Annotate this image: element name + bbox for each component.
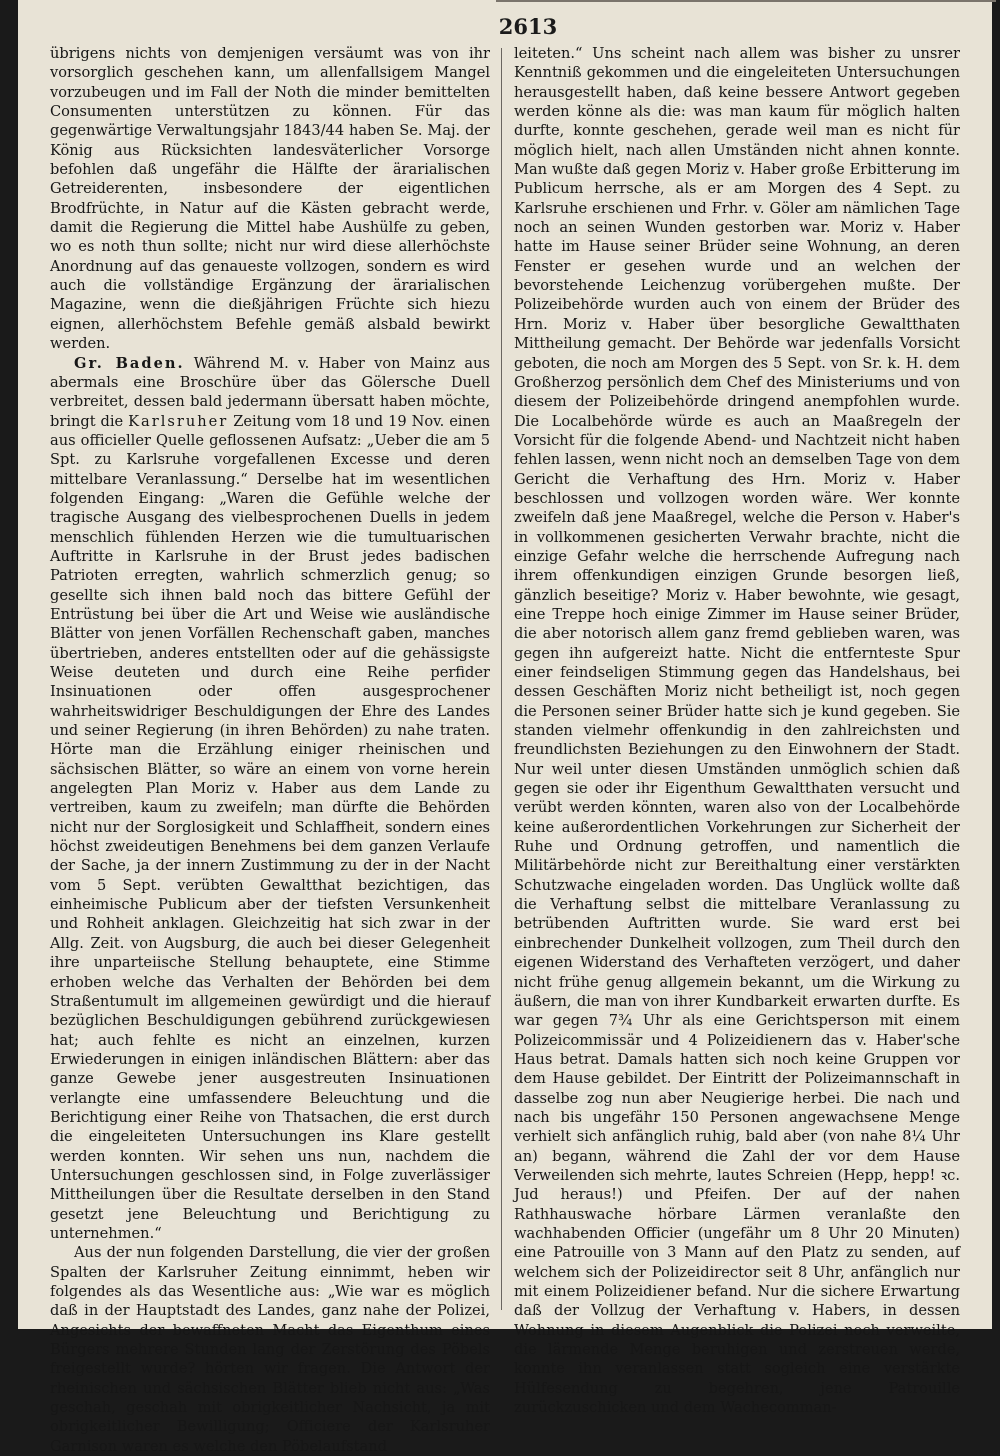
newspaper-name-karlsruher: Karlsruher xyxy=(128,412,229,430)
section-heading-baden: Gr. Baden. xyxy=(74,354,185,372)
right-column xyxy=(514,44,960,1417)
paragraph-account: Aus der nun folgenden Darstellung, die vier der großen Spalten der Karlsruher Zeitung einnimmt, heben wir folgendes als das Wesentliche aus: „Wie war es möglich daß in der Hauptstadt des Landes, ganz nahe der Polizei, Angesichts der bewaffneten Macht das Eigenthum eines Bürgers mehrere Stunden lang der Zerstörung des Pöbels freigestellt wurde? hörten wir fragen. Die Antwort der rheinischen und sächsischen Blätter blieb nicht aus: „Was geschah, geschah mit obrigkeitlicher Nachsicht, ja mit obrigkeitlicher Bewilligung; Officiere der Karlsruher Garnison waren es welche den Pöbelaufstand xyxy=(50,1244,490,1455)
paragraph-continuation: leiteten.“ Uns scheint nach allem was bisher zu unsrer Kenntniß gekommen und die eingeleiteten Untersuchungen herausgestellt haben, daß keine bessere Antwort gegeben werden könne als die: was man kaum für möglich halten durfte, konnte geschehen, gerade weil man es nicht für möglich hielt, nach allen Umständen nicht ahnen konnte. Man wußte daß gegen Moriz v. Haber große Erbitterung im Publicum herrsche, als er am Morgen des 4 Sept. zu Karlsruhe erschienen und Frhr. v. Göler am nämlichen Tage noch an seinen Wunden gestorben war. Moriz v. Haber hatte im Hause seiner Brüder seine Wohnung, an deren Fenster er gesehen wurde und an welchen der bevorstehende Leichenzug vorübergehen mußte. Der Polizeibehörde wurden auch von einem der Brüder des Hrn. Moriz v. Haber über besorgliche Gewaltthaten Mittheilung gemacht. Der Behörde war jedenfalls Vorsicht geboten, die noch am Morgen des 5 Sept. von Sr. k. H. dem Großherzog persönlich dem Chef des Ministeriums und von diesem der Polizeibehörde dringend anempfohlen wurde. Die Localbehörde würde es auch an Maaßregeln der Vorsicht für die folgende Abend- und Nachtzeit nicht haben fehlen lassen, wenn nicht noch an demselben Tage von dem Gericht die Verhaftung des Hrn. Moriz v. Haber beschlossen und vollzogen worden wäre. Wer konnte zweifeln daß jene Maaßregel, welche die Person v. Haber's in vollkommenen gesicherten Verwahr brachte, nicht die einzige Gefahr welche die herrschende Aufregung nach ihrem offenkundigen einzigen Grunde besorgen ließ, gänzlich beseitige? Moriz v. Haber bewohnte, wie gesagt, eine Treppe hoch einige Zimmer im Hause seiner Brüder, die aber notorisch allem ganz fremd geblieben waren, was gegen ihn aufgereizt hatte. Nicht die entfernteste Spur einer feindseligen Stimmung gegen das Handelshaus, bei dessen Geschäften Moriz nicht betheiligt ist, noch gegen die Personen seiner Brüder hatte sich je kund gegeben. Sie standen vielmehr offenkundig in den zahlreichsten und freundlichsten Beziehungen zu den Einwohnern der Stadt. Nur weil unter diesen Umständen unmöglich schien daß gegen sie oder ihr Eigenthum Gewaltthaten versucht und verübt werden könnten, waren also von der Localbehörde keine außerordentlichen Vorkehrungen zur Sicherheit der Ruhe und Ordnung getroffen, und namentlich die Militärbehörde nicht zur Bereithaltung einer verstärkten Schutzwache eingeladen worden. Das Unglück wollte daß die Verhaftung selbst die mittelbare Veranlassung zu betrübenden Auftritten wurde. Sie ward erst bei einbrechender Dunkelheit vollzogen, zum Theil durch den eigenen Widerstand des Verhafteten verzögert, und daher nicht frühe genug allgemein bekannt, um die Wirkung zu äußern, die man von ihrer Kundbarkeit erwarten durfte. Es war gegen 7¾ Uhr als eine Gerichtsperson mit einem Polizeicommissär und 4 Polizeidienern das v. Haber'sche Haus betrat. Damals hatten sich noch keine Gruppen vor dem Hause gebildet. Der Eintritt der Polizeimannschaft in dasselbe zog nun aber Neugierige herbei. Die nach und nach bis ungefähr 150 Personen angewachsene Menge verhielt sich anfänglich ruhig, bald aber (von nahe 8¼ Uhr an) begann, während die Zahl der vor dem Hause Verweilenden sich mehrte, lautes Schreien (Hepp, hepp! ꝛc. Jud heraus!) und Pfeifen. Der auf der nahen Rathhauswache hörbare Lärmen veranlaßte den wachhabenden Officier (ungefähr um 8 Uhr 20 Minuten) eine Patrouille von 3 Mann auf den Platz zu senden, auf welchem sich der Polizeidirector seit 8 Uhr, anfänglich nur mit einem Polizeidiener befand. Nur die sichere Erwartung daß der Vollzug der Verhaftung v. Habers, in dessen Wohnung in diesem Augenblick die Polizei noch verweilte, die lärmende Menge beruhigen und zerstreuen werde, konnte ihn veranlassen statt sogleich eine verstärkte Hülfesendung zu begehren, jene Patrouille zurückzuschicken und dem Wachecomman- xyxy=(514,45,960,1417)
column-divider xyxy=(501,48,502,1310)
paragraph-baden xyxy=(50,354,490,1244)
paragraph-baden-text-b: Zeitung vom 18 und 19 Nov. einen aus officieller Quelle geflossenen Aufsatz: „Ueber die am 5 Spt. zu Karlsruhe vorgefallenen Excesse und deren mittelbare Veranlassung.“ Derselbe hat im wesentlichen folgenden Eingang: „Waren die Gefühle welche der tragische Ausgang des vielbesprochenen Duells in jedem menschlich fühlenden Herzen wie die tumultuarischen Auftritte in Karlsruhe in der Brust jedes badischen Patrioten erregten, wahrlich schmerzlich genug; so gesellte sich ihnen bald noch das bittere Gefühl der Entrüstung bei über die Art und Weise wie ausländische Blätter von jenen Vorfällen Rechenschaft gaben, manches übertrieben, anderes entstellten oder auf die gehässigste Weise deuteten und durch eine Reihe perfider Insinuationen oder offen ausgesprochener wahrheitswidriger Beschuldigungen der Ehre des Landes und seiner Regierung (in ihren Behörden) zu nahe traten. Hörte man die Erzählung einiger rheinischen und sächsischen Blätter, so wäre an einem von vorne herein angelegten Plan Moriz v. Haber aus dem Lande zu vertreiben, kaum zu zweifeln; man dürfte die Behörden nicht nur der Sorglosigkeit und Schlaffheit, sondern eines höchst zweideutigen Benehmens bei dem ganzen Verlaufe der Sache, ja der innern Zustimmung zu der in der Nacht vom 5 Sept. verübten Gewaltthat bezichtigen, das einheimische Publicum aber der tiefsten Versunkenheit und Rohheit anklagen. Gleichzeitig hat sich zwar in der Allg. Zeit. von Augsburg, die auch bei dieser Gelegenheit ihre unparteiische Stellung behauptete, eine Stimme erhoben welche das Verhalten der Behörden bei dem Straßentumult im allgemeinen gewürdigt und die hierauf bezüglichen Beschuldigungen gebührend zurückgewiesen hat; auch fehlte es nicht an einzelnen, kurzen Erwiederungen in einigen inländischen Blättern: aber das ganze Gewebe jener ausgestreuten Insinuationen verlangte eine umfassendere Beleuchtung und die Berichtigung einer Reihe von Thatsachen, die erst durch die eingeleiteten Untersuchungen ins Klare gestellt werden konnten. Wir sehen uns nun, nachdem die Untersuchungen geschlossen sind, in Folge zuverlässiger Mittheilungen über die Resultate derselben in den Stand gesetzt jene Beleuchtung und Berichtigung zu unternehmen.“ xyxy=(50,412,490,1242)
paragraph-baden-text-a: Während M. v. Haber von Mainz aus abermals eine Broschüre über das Gölersche Duell verbreitet, dessen bald jedermann übersatt haben möchte, bringt die xyxy=(50,354,490,430)
top-rule xyxy=(496,0,996,2)
left-column xyxy=(50,44,490,1455)
paragraph-bavaria-grain: übrigens nichts von demjenigen versäumt was von ihr vorsorglich geschehen kann, um allenfallsigem Mangel vorzubeugen und im Fall der Noth die minder bemittelten Consumenten unterstützen zu können. Für das gegenwärtige Verwaltungsjahr 1843/44 haben Se. Maj. der König aus Rücksichten landesväterlicher Vorsorge befohlen daß ungefähr die Hälfte der ärarialischen Getreiderenten, insbesondere der eigentlichen Brodfrüchte, in Natur auf die Kästen gebracht werde, damit die Regierung die Mittel habe Aushülfe zu geben, wo es noth thun sollte; nicht nur wird diese allerhöchste Anordnung auf das genaueste vollzogen, sondern es wird auch die vollständige Ergänzung der ärarialischen Magazine, wenn die dießjährigen Früchte sich hiezu eignen, allerhöchstem Befehle gemäß alsbald bewirkt werden. xyxy=(50,45,490,353)
newspaper-page xyxy=(18,0,992,1455)
page-number: 2613 xyxy=(498,14,558,39)
